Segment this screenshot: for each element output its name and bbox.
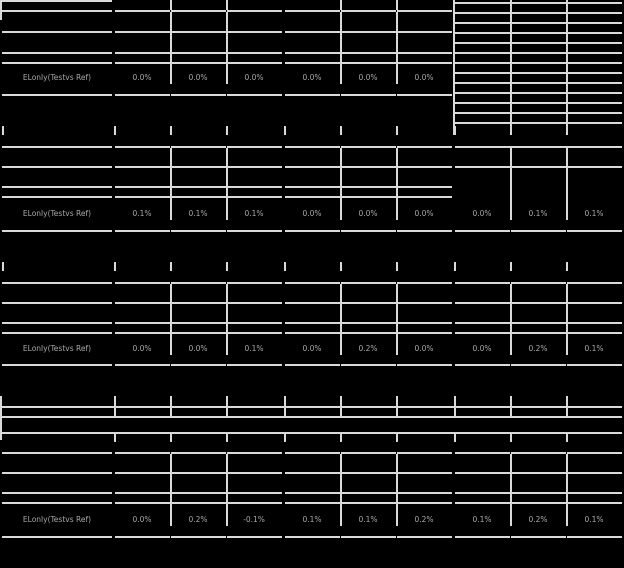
column-separator (226, 262, 228, 271)
grid-rule (397, 492, 452, 494)
grid-rule (171, 31, 226, 33)
grid-rule (567, 492, 622, 494)
column-separator (284, 262, 286, 271)
grid-rule (171, 62, 226, 64)
column-separator (396, 0, 398, 10)
grid-rule (341, 62, 396, 64)
value-cell: 0.1% (584, 515, 604, 524)
grid-rule (397, 10, 452, 12)
grid-rule (171, 322, 226, 324)
grid-rule (2, 472, 112, 474)
grid-rule (227, 166, 282, 168)
column-separator (510, 0, 512, 135)
column-separator (284, 126, 286, 135)
value-cell: 0.2% (358, 344, 378, 353)
grid-rule (115, 536, 170, 538)
grid-rule (397, 502, 452, 504)
grid-rule (2, 432, 622, 434)
value-cell: 0.0% (358, 209, 378, 218)
value-cell: 0.0% (302, 209, 322, 218)
grid-rule (455, 2, 622, 4)
grid-rule (455, 122, 622, 124)
column-separator (340, 262, 342, 271)
grid-rule (285, 364, 340, 366)
grid-rule (397, 472, 452, 474)
column-separator (454, 262, 456, 271)
grid-rule (227, 502, 282, 504)
grid-rule (285, 282, 340, 284)
grid-rule (511, 364, 566, 366)
column-separator (0, 0, 2, 20)
column-separator (170, 126, 172, 135)
value-cell: 0.0% (302, 344, 322, 353)
column-separator (340, 126, 342, 135)
grid-rule (511, 282, 566, 284)
grid-rule (2, 452, 112, 454)
grid-rule (455, 166, 510, 168)
value-cell: 0.1% (188, 209, 208, 218)
grid-rule (511, 332, 566, 334)
value-cell: 0.2% (414, 515, 434, 524)
grid-rule (455, 102, 622, 104)
value-cell: 0.0% (358, 73, 378, 82)
grid-rule (455, 22, 622, 24)
grid-rule (397, 332, 452, 334)
value-cell: 0.0% (188, 344, 208, 353)
grid-rule (285, 31, 340, 33)
value-cell: 0.1% (244, 209, 264, 218)
grid-rule (397, 536, 452, 538)
grid-rule (455, 472, 510, 474)
grid-rule (285, 302, 340, 304)
grid-rule (341, 364, 396, 366)
grid-rule (171, 196, 226, 198)
grid-rule (115, 31, 170, 33)
value-cell: -0.1% (243, 515, 265, 524)
grid-rule (341, 196, 396, 198)
grid-rule (567, 302, 622, 304)
column-separator (2, 126, 4, 135)
grid-rule (2, 94, 112, 96)
grid-rule (455, 72, 622, 74)
grid-rule (171, 536, 226, 538)
grid-rule (567, 230, 622, 232)
grid-rule (341, 31, 396, 33)
grid-rule (115, 364, 170, 366)
grid-rule (341, 146, 396, 148)
grid-rule (115, 196, 170, 198)
grid-rule (115, 146, 170, 148)
grid-rule (567, 332, 622, 334)
grid-rule (115, 502, 170, 504)
grid-rule (285, 166, 340, 168)
grid-rule (115, 52, 170, 54)
grid-rule (2, 282, 112, 284)
grid-rule (341, 492, 396, 494)
grid-rule (171, 146, 226, 148)
grid-rule (397, 166, 452, 168)
row-label: ELonly(Testvs Ref) (22, 73, 92, 82)
column-separator (114, 126, 116, 135)
value-cell: 0.2% (528, 344, 548, 353)
grid-rule (511, 536, 566, 538)
grid-rule (227, 364, 282, 366)
column-separator (566, 0, 568, 135)
grid-rule (2, 332, 112, 334)
grid-rule (341, 10, 396, 12)
grid-rule (397, 322, 452, 324)
grid-rule (341, 282, 396, 284)
grid-rule (511, 302, 566, 304)
column-separator (170, 262, 172, 271)
grid-rule (285, 332, 340, 334)
grid-rule (567, 472, 622, 474)
column-separator (114, 434, 116, 442)
grid-rule (285, 536, 340, 538)
grid-rule (455, 332, 510, 334)
grid-rule (341, 472, 396, 474)
grid-rule (2, 230, 112, 232)
column-separator (170, 434, 172, 442)
column-separator (454, 434, 456, 442)
grid-rule (227, 332, 282, 334)
grid-rule (2, 196, 112, 198)
grid-rule (511, 230, 566, 232)
grid-rule (341, 94, 396, 96)
grid-rule (2, 31, 112, 33)
value-cell: 0.0% (132, 73, 152, 82)
grid-rule (567, 364, 622, 366)
value-cell: 0.1% (244, 344, 264, 353)
grid-rule (567, 282, 622, 284)
grid-rule (341, 166, 396, 168)
grid-rule (171, 282, 226, 284)
grid-rule (115, 452, 170, 454)
grid-rule (171, 492, 226, 494)
grid-rule (341, 322, 396, 324)
grid-rule (227, 62, 282, 64)
grid-rule (171, 364, 226, 366)
grid-rule (341, 536, 396, 538)
grid-rule (397, 196, 452, 198)
grid-rule (171, 472, 226, 474)
grid-rule (511, 502, 566, 504)
column-separator (114, 262, 116, 271)
grid-rule (2, 62, 112, 64)
value-cell: 0.0% (472, 344, 492, 353)
column-separator (226, 434, 228, 442)
grid-rule (2, 416, 622, 418)
grid-rule (115, 62, 170, 64)
grid-rule (0, 0, 112, 2)
grid-rule (397, 452, 452, 454)
grid-rule (115, 472, 170, 474)
grid-rule (2, 364, 112, 366)
grid-rule (227, 536, 282, 538)
grid-rule (341, 332, 396, 334)
grid-rule (511, 492, 566, 494)
grid-rule (227, 31, 282, 33)
grid-rule (115, 332, 170, 334)
row-label: ELonly(Testvs Ref) (22, 209, 92, 218)
grid-rule (115, 186, 170, 188)
grid-rule (227, 492, 282, 494)
grid-rule (285, 322, 340, 324)
grid-rule (341, 52, 396, 54)
grid-rule (227, 10, 282, 12)
grid-rule (227, 186, 282, 188)
grid-rule (455, 42, 622, 44)
grid-rule (171, 10, 226, 12)
grid-rule (2, 146, 112, 148)
grid-rule (397, 230, 452, 232)
grid-rule (397, 62, 452, 64)
grid-rule (2, 406, 622, 408)
grid-rule (455, 52, 622, 54)
grid-rule (285, 186, 340, 188)
grid-rule (227, 196, 282, 198)
column-separator (396, 262, 398, 271)
column-separator (340, 0, 342, 10)
grid-rule (2, 166, 112, 168)
grid-rule (285, 10, 340, 12)
grid-rule (115, 10, 170, 12)
value-cell: 0.1% (358, 515, 378, 524)
value-cell: 0.0% (302, 73, 322, 82)
grid-rule (2, 302, 112, 304)
value-cell: 0.1% (132, 209, 152, 218)
grid-rule (171, 302, 226, 304)
grid-rule (285, 452, 340, 454)
column-separator (453, 0, 455, 135)
grid-rule (227, 146, 282, 148)
grid-rule (455, 230, 510, 232)
grid-rule (285, 472, 340, 474)
grid-rule (171, 332, 226, 334)
grid-rule (285, 230, 340, 232)
grid-rule (171, 94, 226, 96)
grid-rule (115, 230, 170, 232)
column-separator (170, 0, 172, 10)
grid-rule (455, 112, 622, 114)
grid-rule (455, 502, 510, 504)
value-cell: 0.1% (302, 515, 322, 524)
grid-rule (511, 452, 566, 454)
value-cell: 0.1% (472, 515, 492, 524)
value-cell: 0.1% (528, 209, 548, 218)
column-separator (226, 126, 228, 135)
grid-rule (455, 146, 622, 148)
grid-rule (171, 452, 226, 454)
grid-rule (455, 82, 622, 84)
grid-rule (285, 94, 340, 96)
grid-rule (397, 186, 452, 188)
value-cell: 0.0% (132, 515, 152, 524)
column-separator (396, 126, 398, 135)
value-cell: 0.1% (584, 209, 604, 218)
column-separator (226, 0, 228, 10)
value-cell: 0.0% (188, 73, 208, 82)
grid-rule (397, 282, 452, 284)
grid-rule (397, 94, 452, 96)
grid-rule (567, 452, 622, 454)
grid-rule (455, 492, 510, 494)
grid-rule (397, 364, 452, 366)
column-separator (566, 434, 568, 442)
grid-rule (171, 166, 226, 168)
grid-rule (115, 492, 170, 494)
grid-rule (227, 322, 282, 324)
grid-rule (455, 322, 510, 324)
value-cell: 0.2% (188, 515, 208, 524)
grid-rule (455, 536, 510, 538)
row-label: ELonly(Testvs Ref) (22, 515, 92, 524)
grid-rule (227, 472, 282, 474)
grid-rule (285, 196, 340, 198)
grid-rule (115, 302, 170, 304)
grid-rule (455, 364, 510, 366)
value-cell: 0.1% (584, 344, 604, 353)
grid-rule (227, 230, 282, 232)
grid-rule (171, 52, 226, 54)
grid-rule (285, 52, 340, 54)
grid-rule (227, 302, 282, 304)
grid-rule (455, 32, 622, 34)
value-cell: 0.2% (528, 515, 548, 524)
grid-rule (171, 186, 226, 188)
grid-rule (455, 12, 622, 14)
value-cell: 0.0% (244, 73, 264, 82)
grid-rule (171, 230, 226, 232)
grid-rule (567, 166, 622, 168)
grid-rule (227, 94, 282, 96)
column-separator (396, 434, 398, 442)
value-cell: 0.0% (414, 73, 434, 82)
grid-rule (2, 536, 112, 538)
grid-rule (455, 452, 510, 454)
grid-rule (511, 166, 566, 168)
grid-rule (397, 31, 452, 33)
grid-rule (2, 492, 112, 494)
grid-rule (455, 282, 510, 284)
grid-rule (397, 146, 452, 148)
column-separator (340, 434, 342, 442)
column-separator (510, 262, 512, 271)
row-label: ELonly(Testvs Ref) (22, 344, 92, 353)
column-separator (284, 434, 286, 442)
grid-rule (567, 322, 622, 324)
grid-rule (341, 230, 396, 232)
grid-rule (397, 302, 452, 304)
grid-rule (285, 492, 340, 494)
grid-rule (115, 166, 170, 168)
column-separator (2, 262, 4, 271)
grid-rule (2, 322, 112, 324)
grid-rule (227, 52, 282, 54)
grid-rule (511, 322, 566, 324)
grid-rule (455, 62, 622, 64)
grid-rule (511, 472, 566, 474)
value-cell: 0.0% (414, 209, 434, 218)
grid-rule (285, 146, 340, 148)
grid-rule (115, 322, 170, 324)
grid-rule (2, 10, 112, 12)
grid-rule (567, 536, 622, 538)
value-cell: 0.0% (472, 209, 492, 218)
grid-rule (2, 186, 112, 188)
column-separator (454, 126, 456, 135)
grid-rule (285, 502, 340, 504)
value-cell: 0.0% (132, 344, 152, 353)
column-separator (510, 434, 512, 442)
grid-rule (227, 282, 282, 284)
grid-rule (2, 502, 112, 504)
grid-rule (115, 282, 170, 284)
grid-rule (341, 302, 396, 304)
grid-rule (567, 502, 622, 504)
grid-rule (455, 92, 622, 94)
grid-rule (397, 52, 452, 54)
grid-rule (2, 52, 112, 54)
value-cell: 0.0% (414, 344, 434, 353)
grid-rule (341, 502, 396, 504)
grid-rule (171, 502, 226, 504)
column-separator (566, 262, 568, 271)
grid-rule (341, 186, 396, 188)
grid-rule (341, 452, 396, 454)
grid-rule (227, 452, 282, 454)
grid-rule (115, 94, 170, 96)
grid-rule (285, 62, 340, 64)
grid-rule (455, 302, 510, 304)
